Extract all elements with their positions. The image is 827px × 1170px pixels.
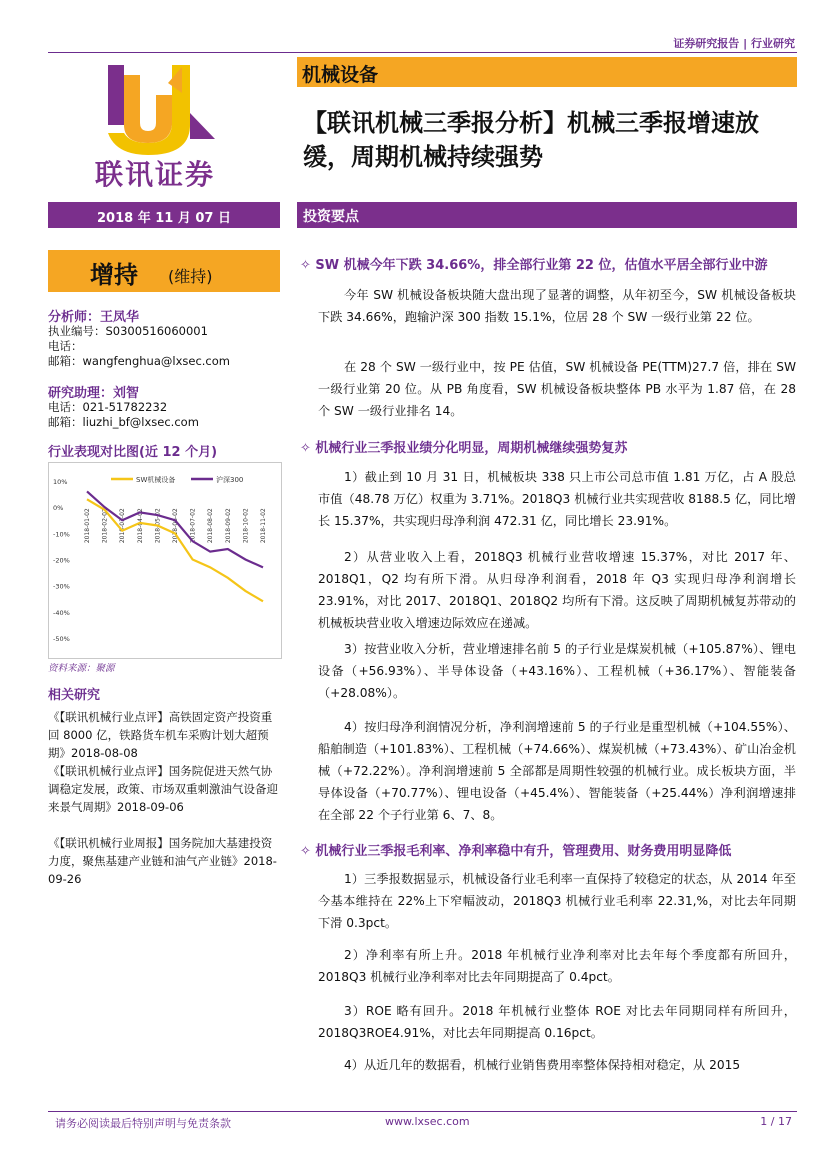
related-item-2[interactable]: 《【联讯机械行业点评】国务院促进天然气协调稳定发展，政策、市场双重刺激油气设备迎来景气周期》2018-09-06 bbox=[48, 764, 278, 814]
section-banner bbox=[297, 202, 797, 228]
assistant-heading: 研究助理：刘智 bbox=[48, 386, 140, 401]
paragraph-8: 2）净利率有所上升。2018 年机械行业净利率对比去年每个季度都有所回升，2018Q3 机械行业净利率对比去年同期提高了 0.4pct。 bbox=[318, 948, 796, 984]
key-point-1: ✧ SW 机械今年下跌 34.66%，排全部行业第 22 位，估值水平居全部行业中游 bbox=[300, 258, 768, 273]
assistant-phone: 电话：021-51782232 bbox=[48, 400, 168, 414]
y-tick-label: -30% bbox=[53, 582, 70, 591]
report-title: 【联讯机械三季报分析】机械三季报增速放缓，周期机械持续强势 bbox=[303, 109, 759, 171]
x-tick-label: 2018-06-02 bbox=[172, 508, 179, 544]
legend-label: SW机械设备 bbox=[136, 476, 176, 484]
analyst-email[interactable]: 邮箱：wangfenghua@lxsec.com bbox=[48, 354, 230, 368]
report-date: 2018 年 11 月 07 日 bbox=[97, 211, 231, 226]
y-tick-label: -50% bbox=[53, 635, 70, 643]
legend-label: 沪深300 bbox=[216, 476, 244, 484]
x-tick-label: 2018-01-02 bbox=[84, 508, 91, 544]
rating-sub: (维持) bbox=[168, 267, 213, 286]
page-number: 1 / 17 bbox=[760, 1115, 792, 1128]
section-title: 投资要点 bbox=[303, 209, 359, 225]
x-tick-label: 2018-11-02 bbox=[260, 508, 267, 544]
y-tick-label: -20% bbox=[53, 556, 70, 565]
related-item-3[interactable]: 《【联讯机械行业周报】国务院加大基建投资力度，聚焦基建产业链和油气产业链》2018-09-26 bbox=[48, 836, 277, 886]
paragraph-9: 3）ROE 略有回升。2018 年机械行业整体 ROE 对比去年同期同样有所回升，2018Q3ROE4.91%，对比去年同期提高 0.16pct。 bbox=[318, 1004, 796, 1040]
x-tick-label: 2018-08-02 bbox=[207, 508, 215, 544]
company-logo bbox=[60, 55, 260, 190]
chart-canvas bbox=[49, 463, 281, 658]
footer-disclaimer: 请务必阅读最后特别声明与免责条款 bbox=[55, 1117, 231, 1130]
y-tick-label: 10% bbox=[53, 478, 68, 486]
assistant-email[interactable]: 邮箱：liuzhi_bf@lxsec.com bbox=[48, 415, 199, 429]
chart-heading: 行业表现对比图(近 12 个月) bbox=[48, 445, 218, 460]
y-tick-label: -10% bbox=[53, 530, 70, 539]
performance-chart bbox=[48, 462, 282, 659]
header-divider bbox=[48, 52, 797, 53]
report-type-tag: 证券研究报告 | 行业研究 bbox=[673, 37, 795, 50]
footer-website[interactable]: www.lxsec.com bbox=[385, 1115, 470, 1128]
key-point-3: ✧ 机械行业三季报毛利率、净利率稳中有升，管理费用、财务费用明显降低 bbox=[300, 844, 732, 859]
related-item-1[interactable]: 《【联讯机械行业点评】高铁固定资产投资重回 8000 亿，铁路货车机车采购计划大超预期》2018-08-08 bbox=[48, 710, 273, 760]
logo-text: 联讯证券 bbox=[95, 158, 216, 191]
paragraph-1: 今年 SW 机械设备板块随大盘出现了显著的调整，从年初至今，SW 机械设备板块下跌 34.66%，跑输沪深 300 指数 15.1%，位居 28 个 SW 一级行业第 22 位。 bbox=[318, 288, 796, 324]
paragraph-3: 1）截止到 10 月 31 日，机械板块 338 只上市公司总市值 1.81 万亿，占 A 股总市值（48.78 万亿）权重为 3.71%。2018Q3 机械行业共实现营收 8188.5 亿，同比增长 15.37%，共实现归母净利润 472.31 亿，同比增长 23.91%。 bbox=[318, 470, 796, 528]
paragraph-2: 在 28 个 SW 一级行业中，按 PE 估值，SW 机械设备 PE(TTM)27.7 倍，排在 SW 一级行业第 20 位。从 PB 角度看，SW 机械设备板块整体 PB 水平为 1.87 倍，在 28 个 SW 一级行业排名 14。 bbox=[318, 360, 796, 418]
paragraph-5: 3）按营业收入分析，营业增速排名前 5 的子行业是煤炭机械（+105.87%）、锂电设备（+56.93%）、半导体设备（+43.16%）、工程机械（+36.17%）、智能装备（+28.08%）。 bbox=[318, 642, 796, 700]
x-tick-label: 2018-10-02 bbox=[242, 508, 250, 544]
x-tick-label: 2018-02-02 bbox=[101, 508, 109, 544]
x-tick-label: 2018-07-02 bbox=[189, 508, 197, 544]
paragraph-4: 2）从营业收入上看，2018Q3 机械行业营收增速 15.37%，对比 2017 年、2018Q1，Q2 均有所下滑。从归母净利润看，2018 年 Q3 实现归母净利润增长 23.91%，对比 2017、2018Q1、2018Q2 均所有下滑。这反映了周期机械复苏带动的机械板块营业收入增速边际效应在递减。 bbox=[318, 550, 796, 630]
paragraph-10: 4）从近几年的数据看，机械行业销售费用率整体保持相对稳定，从 2015 bbox=[344, 1058, 741, 1072]
related-heading: 相关研究 bbox=[48, 688, 101, 703]
paragraph-6: 4）按归母净利润情况分析，净利润增速前 5 的子行业是重型机械（+104.55%）、船舶制造（+101.83%）、工程机械（+74.66%）、煤炭机械（+73.43%）、矿山冶金机械（+72.22%）。净利润增速前 5 全部都是周期性较强的机械行业。成长板块方面，半导体设备（+70.77%）、锂电设备（+45.4%）、智能装备（+25.44%）净利润增速排在全部 22 个子行业第 6、7、8。 bbox=[318, 720, 796, 822]
paragraph-7: 1）三季报数据显示，机械设备行业毛利率一直保持了较稳定的状态，从 2014 年至今基本维持在 22%上下窄幅波动，2018Q3 机械行业毛利率 22.31,%，对比去年同期下滑 0.3pct。 bbox=[318, 872, 796, 930]
chart-source: 资料来源：聚源 bbox=[48, 663, 115, 674]
analyst-phone: 电话： bbox=[48, 339, 83, 353]
rating-main: 增持 bbox=[90, 261, 138, 289]
x-tick-label: 2018-05-02 bbox=[154, 508, 162, 544]
y-tick-label: -40% bbox=[53, 608, 70, 617]
sector-label: 机械设备 bbox=[302, 64, 379, 86]
x-tick-label: 2018-03-02 bbox=[119, 508, 127, 544]
key-point-2: ✧ 机械行业三季报业绩分化明显，周期机械继续强势复苏 bbox=[300, 441, 628, 456]
x-tick-label: 2018-04-02 bbox=[136, 508, 144, 544]
x-tick-label: 2018-09-02 bbox=[224, 508, 232, 544]
analyst-license: 执业编号：S0300516060001 bbox=[48, 324, 208, 338]
footer-divider bbox=[48, 1111, 797, 1112]
y-tick-label: 0% bbox=[53, 504, 64, 513]
analyst-heading: 分析师：王凤华 bbox=[48, 310, 140, 325]
rating-box bbox=[48, 250, 280, 292]
